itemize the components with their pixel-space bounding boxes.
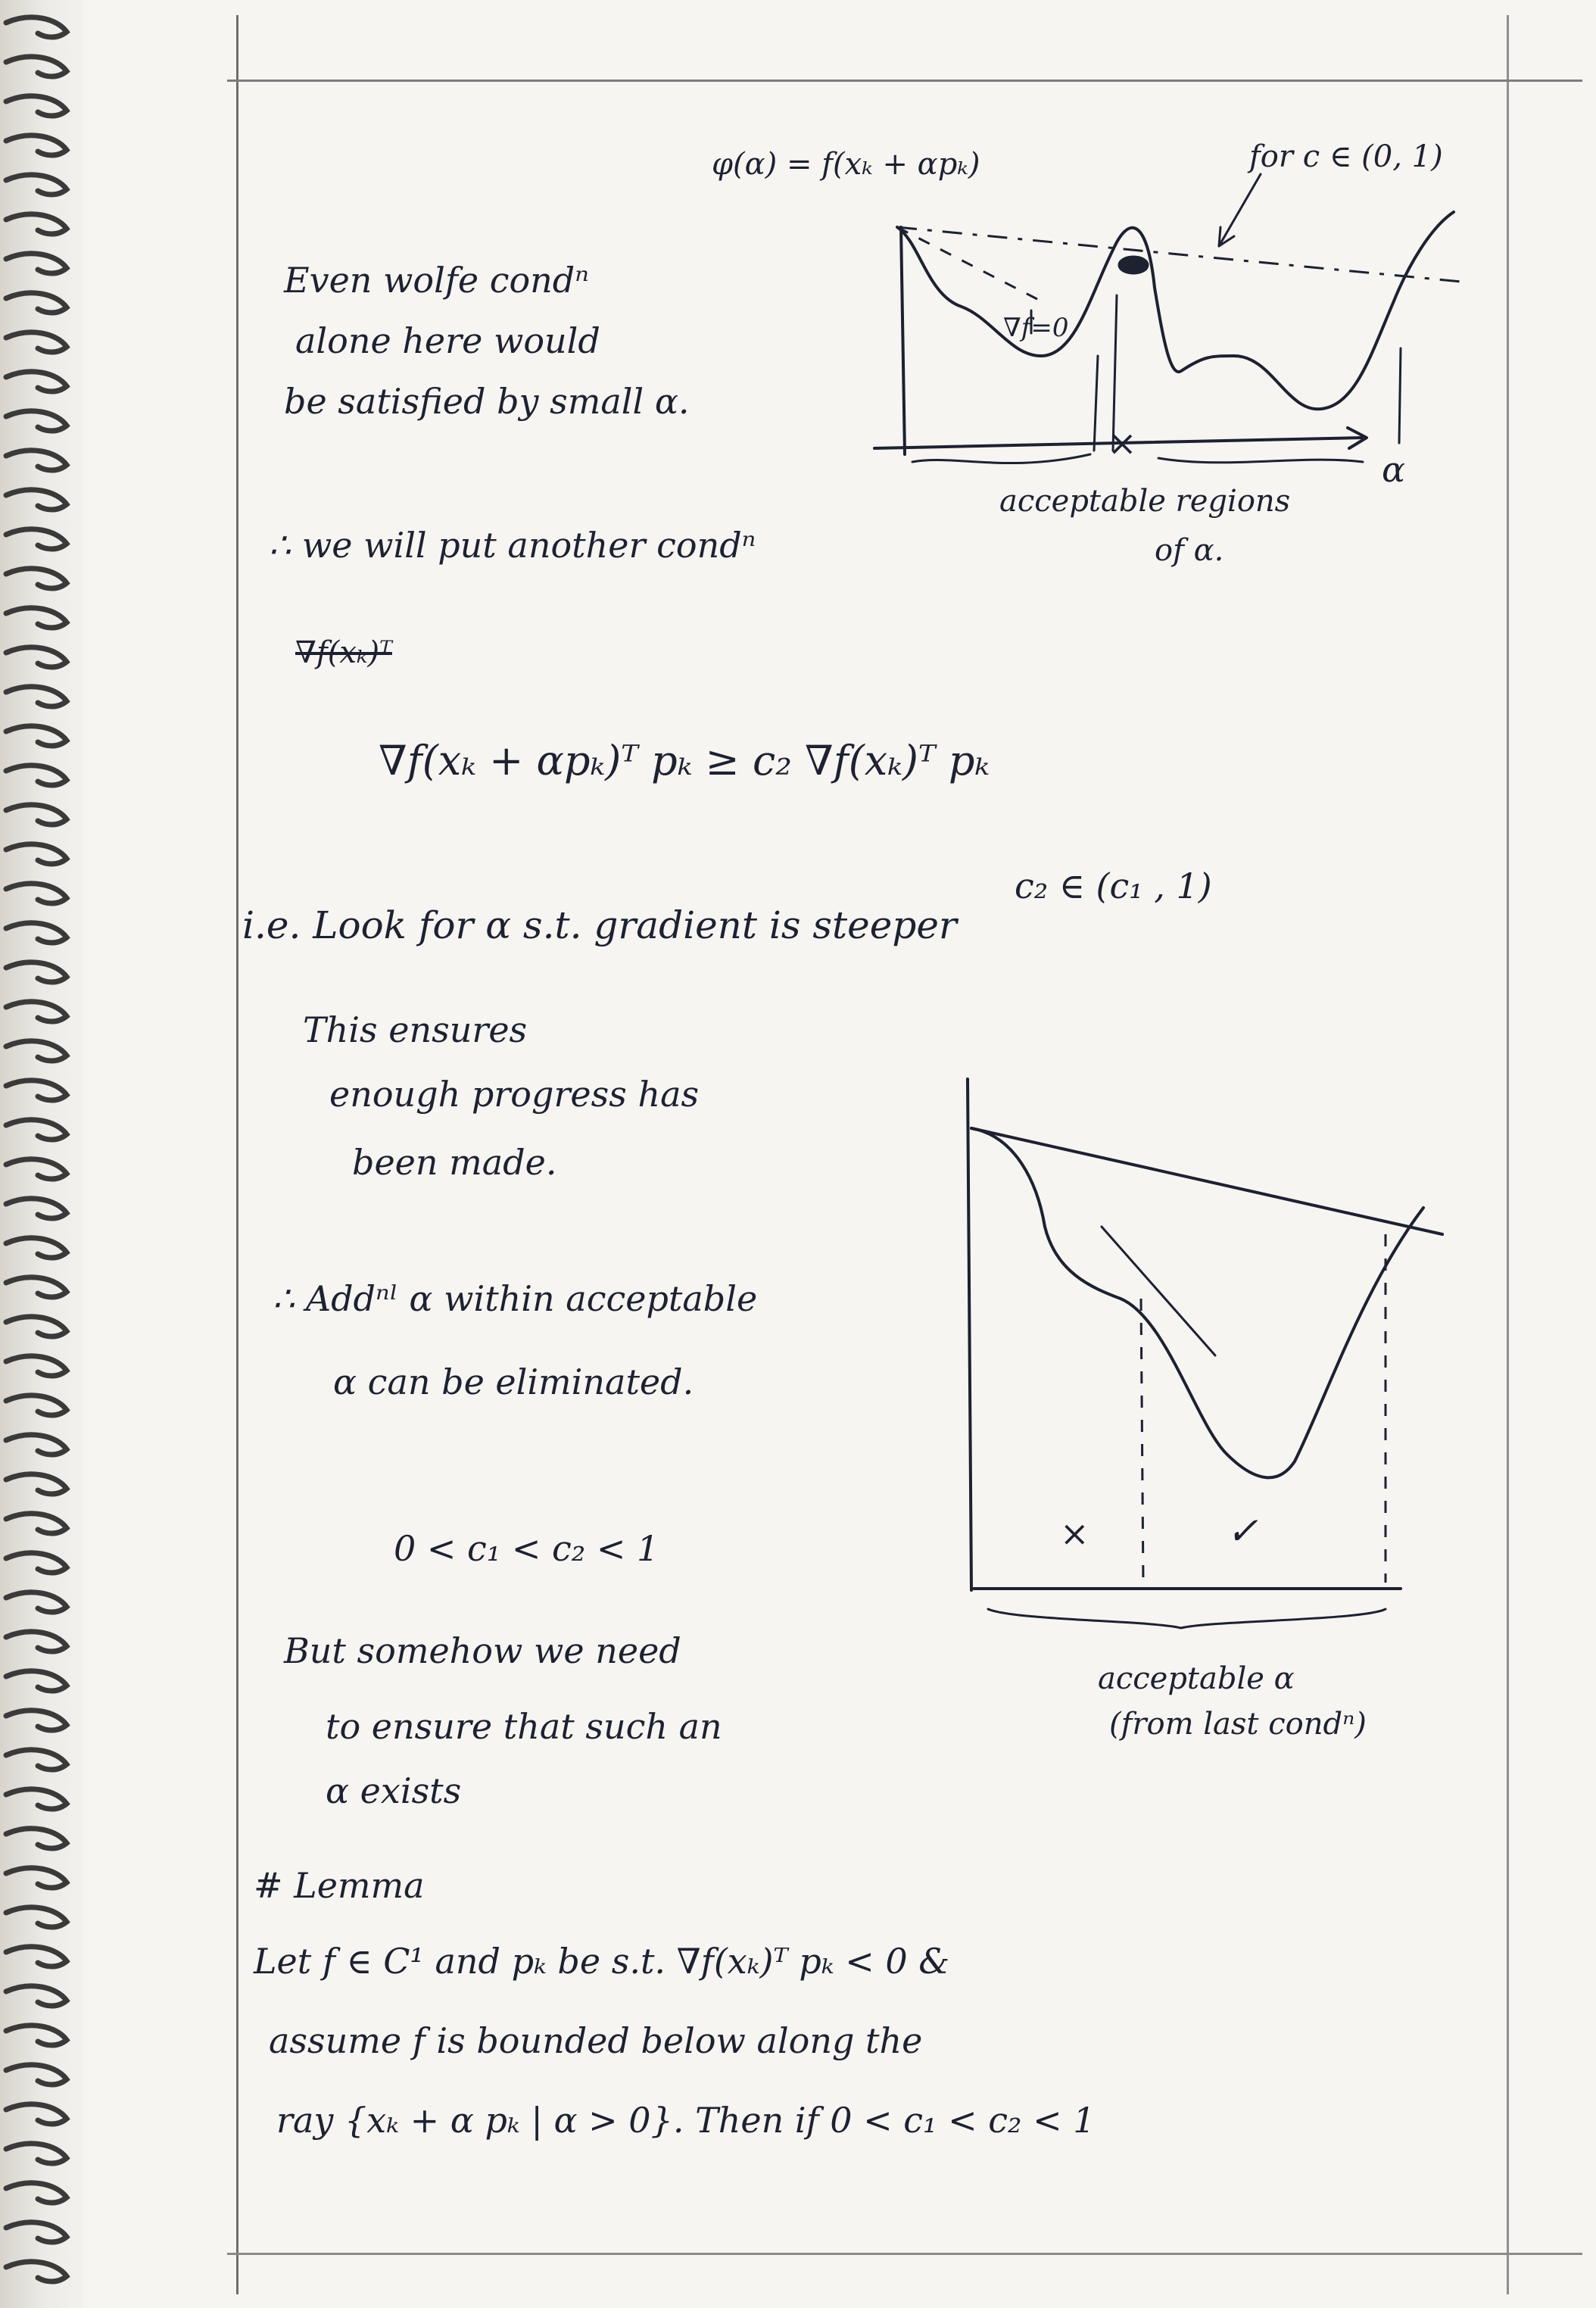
addnl-line-1: ∴ Addⁿˡ α within acceptable [273, 1278, 758, 1319]
but-line-3: α exists [326, 1770, 462, 1811]
acceptable-brace [988, 1609, 1386, 1628]
graph2-caption-line1: acceptable α [1098, 1661, 1295, 1696]
graph1-x-mark: × [1108, 423, 1137, 463]
grad-zero-label: ∇f=0 [1003, 313, 1069, 343]
lemma-line-2: assume f is bounded below along the [269, 2020, 923, 2061]
lemma-line-3: ray {xₖ + α pₖ | α > 0}. Then if 0 < c₁ < c₂ < 1 [276, 2100, 1096, 2141]
graph2-check-mark: ✓ [1227, 1509, 1258, 1553]
struck-text: ∇f(xₖ)ᵀ [295, 635, 392, 670]
note-line-3: be satisfied by small α. [284, 381, 690, 422]
inequality: 0 < c₁ < c₂ < 1 [394, 1528, 659, 1569]
phi-label: φ(α) = f(xₖ + αpₖ) [712, 147, 980, 182]
note-line-1: Even wolfe condⁿ [284, 260, 589, 301]
ensures-line-1: This ensures [303, 1009, 528, 1050]
graph2-y-axis [968, 1079, 971, 1590]
graph2-caption-line2: (from last condⁿ) [1109, 1707, 1367, 1742]
addnl-line-2: α can be eliminated. [333, 1361, 694, 1402]
graph1-caption-line2: of α. [1155, 533, 1224, 568]
c2-range: c₂ ∈ (c₁ , 1) [1015, 866, 1212, 906]
graph1-caption-line1: acceptable regions [999, 484, 1291, 519]
but-line-1: But somehow we need [284, 1630, 681, 1671]
lemma-title: # Lemma [254, 1865, 425, 1906]
ensures-line-3: been made. [352, 1142, 557, 1183]
note-line-4: ∴ we will put another condⁿ [269, 525, 756, 566]
for-c-label: for c ∈ (0, 1) [1249, 139, 1443, 174]
graph1-alpha-label: α [1382, 449, 1406, 490]
but-line-2: to ensure that such an [326, 1706, 722, 1747]
curvature-condition: ∇f(xₖ + αpₖ)ᵀ pₖ ≥ c₂ ∇f(xₖ)ᵀ pₖ [379, 737, 990, 784]
ensures-line-2: enough progress has [329, 1074, 700, 1115]
graph2-x-mark: × [1060, 1513, 1089, 1554]
lemma-line-1: Let f ∈ C¹ and pₖ be s.t. ∇f(xₖ)ᵀ pₖ < 0 & [254, 1941, 950, 1982]
look-for-line: i.e. Look for α s.t. gradient is steeper [242, 903, 957, 947]
note-line-2: alone here would [295, 320, 600, 361]
